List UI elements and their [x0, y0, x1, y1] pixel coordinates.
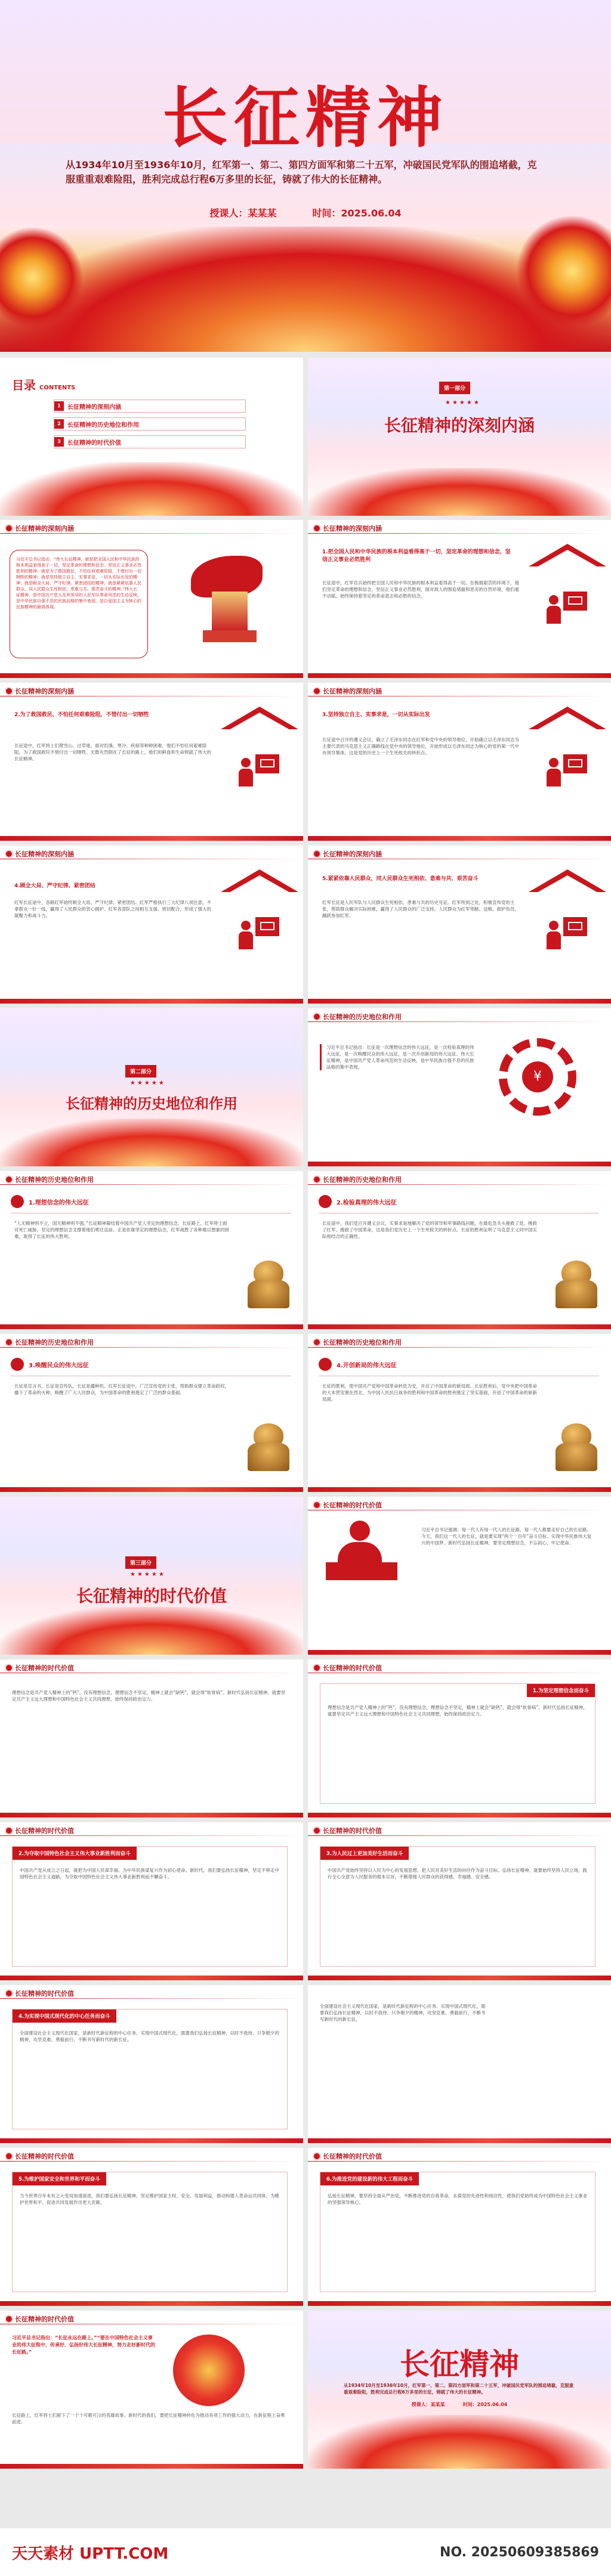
point-title: 5.为维护国家安全和世界和平而奋斗 [13, 2172, 106, 2185]
section-header: 长征精神的时代价值 [6, 1989, 74, 1998]
teacher-board-icon [547, 592, 588, 625]
toc-label: 长征精神的深刻内涵 [67, 404, 121, 411]
intro-text: 习近平总书记指出：“伟大长征精神，就是把全国人民和中华民族的根本利益看得高于一切，坚定革命的理想和信念，坚信正义事业必然胜利的精神；就是为了救国救民，不怕任何艰难险阻，不惜付出一切牺牲的精神；就是坚持独立自主、实事求是，一切从实际出发的精神；就是顾全大局、严守纪律、紧密团结的精神；就是紧紧依靠人民群众，同人民群众生死相依、患难与共、艰苦奋斗的精神。”伟大长征精神，是中国共产党人及其领导的人民军队革命风范的生动反映，是中华民族自强不息的民族品格的集中表现，是以爱国主义为核心的民族精神的最高体现。 [16, 557, 141, 609]
intro-text: 习近平总书记指出：长征是一次理想信念的伟大远征，是一次检验真理的伟大远征，是一次唤醒民众的伟大远征，是一次开创新局的伟大远征。伟大长征精神，是中国共产党人革命风范的生动反映，是中华民族自强不息的民族品格的集中表现。 [320, 1044, 476, 1070]
point-title: 4.开创新局的伟大远征 [337, 1363, 397, 1369]
final-intro: 从1934年10月至1936年10月，红军第一、第二、第四方面军和第二十五军，冲破国民党军队的围追堵截，克服重重艰难险阻，胜利完成总行程6万多里的长征，铸就了伟大的长征精神。 [344, 2383, 574, 2395]
point-body: 理想信念是共产党人精神上的“钙”，没有理想信念，理想信念不坚定，精神上就会“缺钙”，就会得“软骨病”。新时代弘扬长征精神，就要坚定共产主义远大理想和中国特色社会主义共同理想，始终保持政治定力。 [328, 1705, 588, 1717]
point-body: 红军长征是人民军队与人民群众生死相依、患难与共的历史见证。红军所到之处，积极宣传党的主张，帮助群众解决实际困难，赢得了人民群众的广泛支持，人民群众为红军带路、送粮、救护伤员，踊跃参加红军。 [322, 900, 519, 918]
point-title: 5.紧紧依靠人民群众，同人民群众生死相依、患难与共、艰苦奋斗 [322, 876, 479, 882]
part1-slide [308, 358, 611, 516]
point-body: 中国共产党始终坚持以人民为中心的发展思想，把人民对美好生活的向往作为奋斗目标。弘扬长征精神，就要始终坚持人民立场，践行全心全意为人民服务的根本宗旨，不断增强人民群众的获得感、幸福感、安全感。 [328, 1868, 587, 1880]
roof-icon [529, 869, 606, 893]
point-title: 2.为夺取中国特色社会主义伟大事业新胜利而奋斗 [13, 1847, 137, 1860]
point-title: 3.坚持独立自主、实事求是，一切从实际出发 [322, 712, 430, 718]
s2-point1-slide [0, 1171, 303, 1329]
party-emblem-icon [173, 2334, 245, 2406]
toc-num: 2 [54, 419, 64, 429]
watermark-left: 天天素材 UPTT.COM [12, 2544, 169, 2563]
s1-point5-slide [308, 846, 611, 1004]
point-card [12, 1846, 288, 1967]
s1-point1-slide [308, 520, 611, 678]
intro-card [10, 550, 148, 658]
speaker-label: 授课人：某某某 [209, 208, 277, 219]
final-slide [308, 2311, 611, 2469]
lion-statue-icon [556, 1423, 597, 1471]
part2-badge: 第二部分 [125, 1065, 156, 1078]
point-body: 长征途中，我们党召开遵义会议，实事求是地解决了党的领导和军事路线问题，在最危急关头挽救了党、挽救了红军、挽救了中国革命，这是我们党历史上一个生死攸关的转折点。长征的胜利证明了马克思主义同中国实际相结合的正确性。 [322, 1221, 537, 1239]
part1-title: 长征精神的深刻内涵 [384, 416, 535, 435]
section-header: 长征精神的历史地位和作用 [314, 1012, 402, 1021]
point-body: 长征途中召开的遵义会议，确立了毛泽东同志在红军和党中央的领导地位，开始确立以毛泽东同志为主要代表的马克思主义正确路线在党中央的领导地位，开始形成以毛泽东同志为核心的党的第一代中央领导集体，这是党的历史上一个生死攸关的转折点。 [322, 737, 519, 756]
point-title: 1.把全国人民和中华民族的根本利益看得高于一切，坚定革命的理想和信念，坚信正义事业必然胜利 [322, 549, 511, 563]
toc-item[interactable] [54, 400, 246, 413]
toc-title: 目录 [12, 378, 36, 392]
point-body: “人无精神则不立，国无精神则不强。”长征精神凝结着中国共产党人坚定的理想信念，长征路上，红军将士面对死亡威胁，坚定的理想信念支撑着他们勇往直前。正是依靠坚定的理想信念，红军战胜了各种难以想象的困难，取得了长征的伟大胜利。 [14, 1221, 229, 1239]
s2-point3-slide [0, 1334, 303, 1492]
roof-icon [529, 544, 606, 568]
lion-statue-icon [248, 1261, 289, 1308]
toc-num: 1 [54, 401, 64, 411]
teacher-board-icon [239, 917, 280, 950]
s1-point2-slide [0, 683, 303, 841]
s3-extra-slide [308, 1985, 611, 2143]
section-header: 长征精神的时代价值 [6, 1663, 74, 1673]
toc-item[interactable] [54, 435, 246, 448]
section-header: 长征精神的时代价值 [314, 1663, 382, 1673]
point-body: 长征途中，红军官兵始终把全国人民和中华民族的根本利益看得高于一切。在极端艰苦的环境下，他们坚定革命的理想和信念，坚信正义事业必然胜利，面对敌人的围追堵截和恶劣的自然环境，他们毫不动摇，始终保持着坚定的革命意志和必胜的信念。 [322, 580, 519, 599]
toc-label: 长征精神的历史地位和作用 [67, 422, 139, 429]
part1-badge: 第一部分 [439, 382, 470, 394]
toc-num: 3 [54, 437, 64, 447]
date-label: 时间：2025.06.04 [312, 208, 402, 219]
point-body: 当今世界百年未有之大变局加速演进，我们要弘扬长征精神，坚定维护国家主权、安全、发展利益，推动构建人类命运共同体，为维护世界和平、促进共同发展作出更大贡献。 [20, 2193, 279, 2205]
section-header: 长征精神的时代价值 [6, 2151, 74, 2161]
section-header: 长征精神的深刻内涵 [314, 686, 382, 696]
speaker-label: 授课人：某某某 [411, 2402, 445, 2407]
teacher-board-icon [239, 754, 280, 788]
point-title: 4.顾全大局、严守纪律、紧密团结 [14, 883, 95, 889]
s3-summary-slide [0, 1659, 303, 1818]
section-header: 长征精神的历史地位和作用 [314, 1337, 402, 1347]
point-body: 长征途中，红军将士们爬雪山、过草地，面对饥饿、寒冷、疾病等种种困难，他们不怕任何艰难险阻，为了救国救民不惜付出一切牺牲。无数先烈倒在了长征的路上，他们用鲜血和生命铸就了伟大的长征精神。 [14, 743, 211, 761]
s1-intro-slide [0, 520, 303, 678]
s3-point2-slide [0, 1822, 303, 1980]
lion-statue-icon [556, 1261, 597, 1308]
section-header: 长征精神的深刻内涵 [314, 524, 382, 533]
stars-decoration: ★★★★★ [445, 400, 481, 406]
date-label: 时间：2025.06.04 [462, 2402, 508, 2407]
point-title: 2.检验真理的伟大远征 [337, 1200, 397, 1206]
toc-subtitle: CONTENTS [39, 385, 76, 391]
section-header: 长征精神的历史地位和作用 [6, 1175, 94, 1184]
toc-label: 长征精神的时代价值 [67, 439, 121, 447]
point-title: 3.唤醒民众的伟大远征 [29, 1363, 89, 1369]
point-body: 长征是宣言书，长征是宣传队，长征是播种机。红军长征途中，广泛宣传党的主张，帮助群众建立革命政权，播下了革命的火种，唤醒了广大人民群众，为中国革命的胜利奠定了广泛的群众基础。 [14, 1383, 229, 1395]
final-title: 长征精神 [400, 2347, 519, 2382]
point-title: 6.为推进党的建设新的伟大工程而奋斗 [320, 2172, 419, 2185]
roof-icon [529, 707, 606, 730]
s3-point6-slide [308, 2148, 611, 2306]
s3-intro-slide [308, 1497, 611, 1655]
stars-decoration: ★★★★★ [130, 1571, 166, 1578]
section-header: 长征精神的历史地位和作用 [314, 1175, 402, 1184]
s3-point5-slide [0, 2148, 303, 2306]
point-title: 3.为人民过上更加美好生活而奋斗 [320, 1847, 409, 1860]
point-card [12, 2172, 288, 2292]
watermark-right: NO. 20250609385869 [440, 2544, 599, 2560]
part3-slide [0, 1497, 303, 1655]
point-card [320, 2172, 595, 2292]
point-body: 红军长征途中，各路红军始终顾全大局、严守纪律、紧密团结。红军严格执行三大纪律八项注意，不拿群众一针一线，赢得了人民群众的衷心拥护。红军各部队之间相互支援、密切配合，形成了强大的凝聚力和战斗力。 [14, 900, 211, 918]
section-header: 长征精神的时代价值 [314, 1826, 382, 1835]
part3-badge: 第三部分 [125, 1556, 156, 1569]
ending-slide [0, 2311, 303, 2469]
section-header: 长征精神的深刻内涵 [314, 849, 382, 859]
s2-intro-slide [308, 1008, 611, 1166]
teacher-board-icon [547, 917, 588, 950]
cover-intro: 从1934年10月至1936年10月，红军第一、第二、第四方面军和第二十五军，冲破国民党军队的围追堵截，克服重重艰难险阻，胜利完成总行程6万多里的长征，铸就了伟大的长征精神。 [66, 159, 537, 185]
section-header: 长征精神的深刻内涵 [6, 686, 74, 696]
flag-illustration [179, 556, 280, 651]
point-card [320, 1683, 595, 1804]
point-card [12, 2009, 288, 2129]
section-header: 长征精神的时代价值 [314, 2151, 382, 2161]
roof-icon [221, 707, 298, 730]
s3-point3-slide [308, 1822, 611, 1980]
point-body: 长征的胜利，使中国共产党和中国革命转危为安，开启了中国革命的新局面。长征胜利后，党中央把中国革命的大本营安置在西北，为中国人民抗日战争的胜利和中国革命的胜利奠定了坚实基础，开创了中国革命的崭新局面。 [322, 1383, 537, 1402]
intro-text: 习近平总书记强调：每一代人有每一代人的长征路，每一代人都要走好自己的长征路。今天，我们这一代人的长征，就是要实现“两个一百年”奋斗目标、实现中华民族伟大复兴的中国梦。新时代弘扬长征精神，要坚定理想信念，不忘初心，牢记使命。 [421, 1527, 592, 1546]
pin-icon [11, 1195, 24, 1208]
cover-slide [0, 0, 611, 352]
point-title: 2.为了救国救民，不怕任何艰难险阻，不惜付出一切牺牲 [14, 712, 149, 718]
part2-title: 长征精神的历史地位和作用 [66, 1095, 237, 1112]
section-header: 长征精神的时代价值 [314, 1500, 382, 1510]
section-header: 长征精神的时代价值 [6, 1826, 74, 1835]
section-header: 长征精神的时代价值 [6, 2314, 74, 2324]
teacher-board-icon [547, 754, 588, 788]
pin-icon [319, 1195, 332, 1208]
summary-text: 理想信念是共产党人精神上的“钙”，没有理想信念，理想信念不坚定，精神上就会“缺钙”，就会得“软骨病”。新时代弘扬长征精神，就要坚定共产主义远大理想和中国特色社会主义共同理想，始终保持政治定力。 [12, 1690, 286, 1702]
extra-text: 全面建设社会主义现代化国家，是新时代新征程的中心任务。实现中国式现代化，需要我们弘扬长征精神，以时不我待、只争朝夕的精神，攻坚克难、勇毅前行，不断书写新时代的新长征。 [320, 2004, 486, 2022]
section-header: 长征精神的历史地位和作用 [6, 1337, 94, 1347]
pin-icon [11, 1358, 24, 1371]
pin-icon [319, 1358, 332, 1371]
s3-point1-slide [308, 1659, 611, 1818]
s1-point3-slide [308, 683, 611, 841]
ending-body: 长征路上，红军将士们留下了一个个可歌可泣的英雄故事。新时代的我们，要把长征精神转化为推动各项工作的强大动力，在新征程上奋勇前进。 [12, 2413, 285, 2425]
toc-slide [0, 358, 303, 516]
point-card [320, 1846, 595, 1967]
part2-slide [0, 1008, 303, 1166]
toc-item[interactable] [54, 417, 246, 431]
s2-point4-slide [308, 1334, 611, 1492]
s1-point4-slide [0, 846, 303, 1004]
part3-title: 长征精神的时代价值 [76, 1586, 227, 1606]
watermark-bar [0, 2528, 611, 2576]
section-header: 长征精神的深刻内涵 [6, 849, 74, 859]
cover-meta [0, 206, 611, 219]
point-body: 全面建设社会主义现代化国家，是新时代新征程的中心任务。实现中国式现代化，需要我们弘扬长征精神，以时不我待、只争朝夕的精神，攻坚克难、勇毅前行，不断书写新时代的新长征。 [20, 2030, 279, 2042]
lion-statue-icon [248, 1423, 289, 1471]
stars-decoration: ★★★★★ [130, 1080, 166, 1086]
point-body: 弘扬长征精神，要坚持全面从严治党，不断推进党的自我革命，永葆党的先进性和纯洁性，使我们党始终成为中国特色社会主义事业的坚强领导核心。 [328, 2193, 587, 2205]
roof-icon [221, 869, 298, 893]
point-title: 1.为坚定理想信念而奋斗 [527, 1684, 595, 1697]
point-body: 中国共产党从成立之日起，就把为中国人民谋幸福、为中华民族谋复兴作为初心使命。新时代，我们要弘扬长征精神，坚定不移走中国特色社会主义道路，为夺取中国特色社会主义伟大事业新胜利而不懈奋斗。 [20, 1868, 279, 1880]
gear-icon: ¥ [499, 1038, 576, 1116]
section-header: 长征精神的深刻内涵 [6, 524, 74, 533]
speaker-icon [320, 1521, 409, 1586]
cover-title: 长征精神 [162, 80, 449, 156]
point-title: 4.为实现中国式现代化的中心任务而奋斗 [13, 2010, 116, 2023]
s2-point2-slide [308, 1171, 611, 1329]
s3-point4-slide [0, 1985, 303, 2143]
point-title: 1.理想信念的伟大远征 [29, 1200, 89, 1206]
quote-text: 习近平总书记指出：“长征永远在路上。”“要在中国特色社会主义事业的伟大征程中，传承好、弘扬好伟大长征精神，努力走好新时代的长征路。” [12, 2335, 155, 2355]
